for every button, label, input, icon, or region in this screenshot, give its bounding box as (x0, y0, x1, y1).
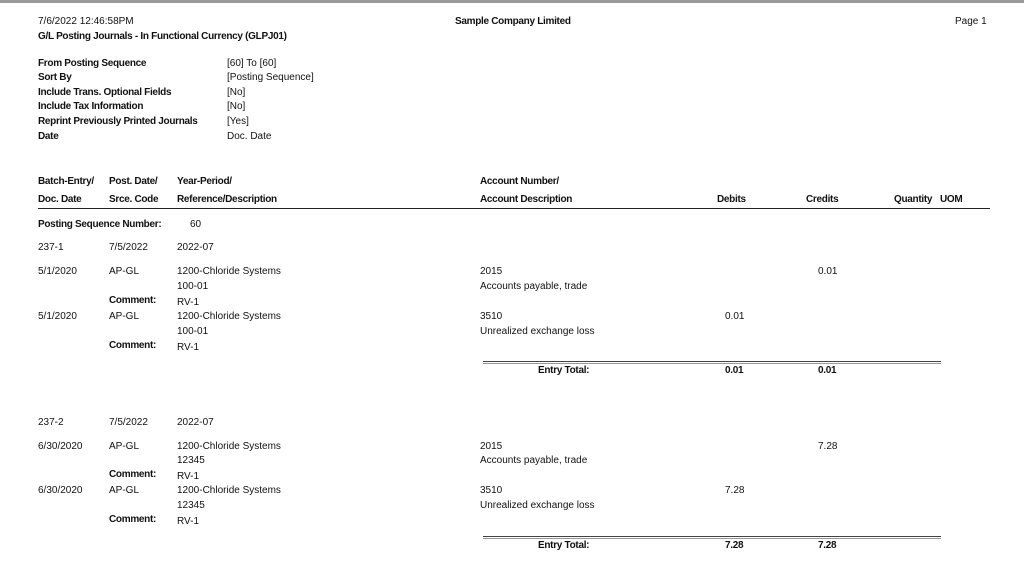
report-title: G/L Posting Journals - In Functional Currency (GLPJ01) (38, 31, 287, 42)
line-reference: 1200-Chloride Systems (177, 441, 281, 452)
criteria-label: From Posting Sequence (38, 58, 147, 69)
entry-total-credit: 7.28 (818, 540, 837, 551)
line-account-desc: Unrealized exchange loss (480, 500, 595, 511)
line-account-number: 3510 (480, 311, 503, 322)
criteria-label: Include Trans. Optional Fields (38, 87, 172, 98)
posting-sequence-label: Posting Sequence Number: (38, 219, 162, 230)
total-rule (483, 361, 941, 362)
entry-total-label: Entry Total: (538, 540, 590, 551)
col-header-credits: Credits (806, 194, 839, 205)
entry-total-debit: 7.28 (725, 540, 744, 551)
line-description: 100-01 (177, 281, 209, 292)
line-account-desc: Unrealized exchange loss (480, 326, 595, 337)
col-header-batch-entry: Batch-Entry/ (38, 176, 94, 187)
line-debit: 7.28 (725, 485, 745, 496)
entry-total-debit: 0.01 (725, 365, 744, 376)
line-account-number: 3510 (480, 485, 503, 496)
col-header-year-period: Year-Period/ (177, 176, 232, 187)
line-doc-date: 5/1/2020 (38, 266, 77, 277)
entry-post-date: 7/5/2022 (109, 417, 148, 428)
criteria-value: [Posting Sequence] (227, 72, 314, 83)
header-rule (38, 208, 990, 209)
criteria-value: [No] (227, 87, 246, 98)
line-srce-code: AP-GL (109, 311, 140, 322)
col-header-debits: Debits (717, 194, 746, 205)
line-debit: 0.01 (725, 311, 745, 322)
comment-label: Comment: (109, 469, 157, 480)
page-number: Page 1 (955, 16, 987, 27)
total-rule-shadow (483, 538, 941, 539)
line-credit: 0.01 (818, 266, 838, 277)
top-border (0, 0, 1024, 3)
line-account-desc: Accounts payable, trade (480, 455, 588, 466)
line-comment: RV-1 (177, 297, 200, 308)
criteria-value: [60] To [60] (227, 58, 277, 69)
line-reference: 1200-Chloride Systems (177, 485, 281, 496)
criteria-label: Include Tax Information (38, 101, 144, 112)
col-header-account-desc: Account Description (480, 194, 573, 205)
total-rule-shadow (483, 363, 941, 364)
line-srce-code: AP-GL (109, 266, 140, 277)
entry-year-period: 2022-07 (177, 417, 214, 428)
comment-label: Comment: (109, 514, 157, 525)
total-rule (483, 536, 941, 537)
criteria-value: [Yes] (227, 116, 249, 127)
report-datetime: 7/6/2022 12:46:58PM (38, 16, 134, 27)
criteria-label: Date (38, 131, 59, 142)
entry-total-credit: 0.01 (818, 365, 837, 376)
comment-label: Comment: (109, 295, 157, 306)
entry-post-date: 7/5/2022 (109, 242, 148, 253)
line-srce-code: AP-GL (109, 441, 140, 452)
line-doc-date: 5/1/2020 (38, 311, 77, 322)
col-header-doc-date: Doc. Date (38, 194, 82, 205)
line-reference: 1200-Chloride Systems (177, 266, 281, 277)
posting-sequence-value: 60 (190, 219, 202, 230)
col-header-quantity: Quantity (894, 194, 933, 205)
line-account-number: 2015 (480, 266, 503, 277)
col-header-uom: UOM (940, 194, 963, 205)
company-name: Sample Company Limited (455, 16, 571, 27)
line-comment: RV-1 (177, 342, 200, 353)
line-srce-code: AP-GL (109, 485, 140, 496)
criteria-value: Doc. Date (227, 131, 272, 142)
entry-batch-entry: 237-1 (38, 242, 64, 253)
entry-batch-entry: 237-2 (38, 417, 64, 428)
line-doc-date: 6/30/2020 (38, 441, 83, 452)
criteria-label: Reprint Previously Printed Journals (38, 116, 198, 127)
criteria-value: [No] (227, 101, 246, 112)
comment-label: Comment: (109, 340, 157, 351)
col-header-post-date: Post. Date/ (109, 176, 158, 187)
entry-total-label: Entry Total: (538, 365, 590, 376)
line-doc-date: 6/30/2020 (38, 485, 83, 496)
line-reference: 1200-Chloride Systems (177, 311, 281, 322)
line-account-number: 2015 (480, 441, 503, 452)
line-comment: RV-1 (177, 516, 200, 527)
line-description: 12345 (177, 455, 205, 466)
col-header-account-number: Account Number/ (480, 176, 559, 187)
entry-year-period: 2022-07 (177, 242, 214, 253)
line-comment: RV-1 (177, 471, 200, 482)
line-credit: 7.28 (818, 441, 838, 452)
col-header-srce-code: Srce. Code (109, 194, 159, 205)
line-account-desc: Accounts payable, trade (480, 281, 588, 292)
criteria-label: Sort By (38, 72, 72, 83)
line-description: 100-01 (177, 326, 209, 337)
line-description: 12345 (177, 500, 205, 511)
col-header-ref-desc: Reference/Description (177, 194, 277, 205)
